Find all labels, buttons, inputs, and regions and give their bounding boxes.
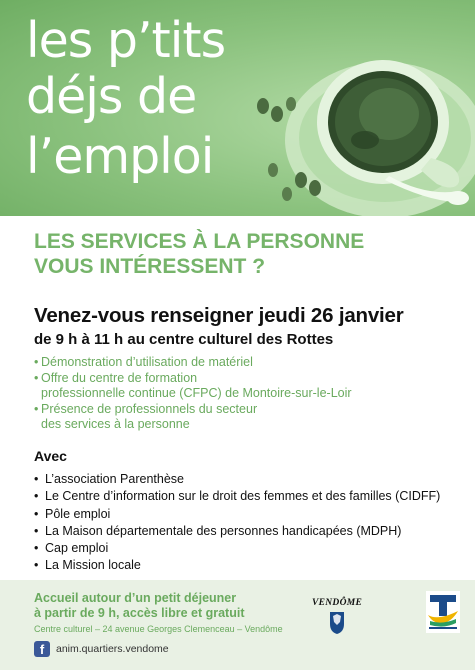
territoires-vendomois-logo [426, 591, 460, 633]
vendome-logo [312, 594, 362, 638]
list-item: • Le Centre d’information sur le droit des femmes et des familles (CIDFF) [34, 488, 440, 505]
activity-text: Démonstration d’utilisation de matériel [41, 355, 253, 369]
vendome-logo-text: VENDÔME [312, 598, 363, 608]
activity-text: • Offre du centre de formation [41, 370, 198, 385]
activity-text-cont: des services à la personne [41, 417, 190, 431]
list-item: • Cap emploi [34, 540, 440, 557]
activity-text-cont: professionnelle continue (CFPC) de Montoire-sur-le-Loir [41, 386, 352, 400]
list-item: • L’association Parenthèse [34, 471, 440, 488]
list-item [34, 402, 352, 433]
headline-line-2: VOUS INTÉRESSENT ? [34, 255, 266, 278]
list-item: • La Maison départementale des personnes handicapées (MDPH) [34, 523, 440, 540]
welcome-line-2: à partir de 9 h, accès libre et gratuit [34, 606, 245, 620]
address: Centre culturel – 24 avenue Georges Clemenceau – Vendôme [34, 624, 283, 634]
headline [34, 229, 454, 279]
facebook-page-name: anim.quartiers.vendome [56, 643, 169, 655]
hero-banner [0, 0, 475, 216]
welcome-line-1: Accueil autour d’un petit déjeuner [34, 591, 237, 605]
coffee-cup-icon [255, 40, 475, 216]
title-line-2: déjs de [26, 68, 197, 125]
activity-text: • Présence de professionnels du secteur [41, 401, 258, 416]
title-line-3: l’emploi [26, 128, 214, 185]
vendome-crest-icon [312, 594, 362, 638]
headline-line-1: LES SERVICES À LA PERSONNE [34, 230, 365, 253]
activity-list [34, 355, 352, 433]
partners-heading: Avec [34, 448, 67, 464]
title-line-1: les p’tits [26, 12, 226, 69]
list-item: • La Mission locale [34, 557, 440, 574]
list-item [34, 355, 352, 371]
invite-sub: de 9 h à 11 h au centre culturel des Rottes [34, 331, 334, 348]
invite-main: Venez-vous renseigner jeudi 26 janvier [34, 304, 404, 327]
list-item: • Pôle emploi [34, 506, 440, 523]
facebook-link[interactable] [34, 640, 169, 658]
facebook-icon: f [34, 641, 50, 657]
partner-list [34, 471, 440, 575]
list-item [34, 371, 352, 402]
